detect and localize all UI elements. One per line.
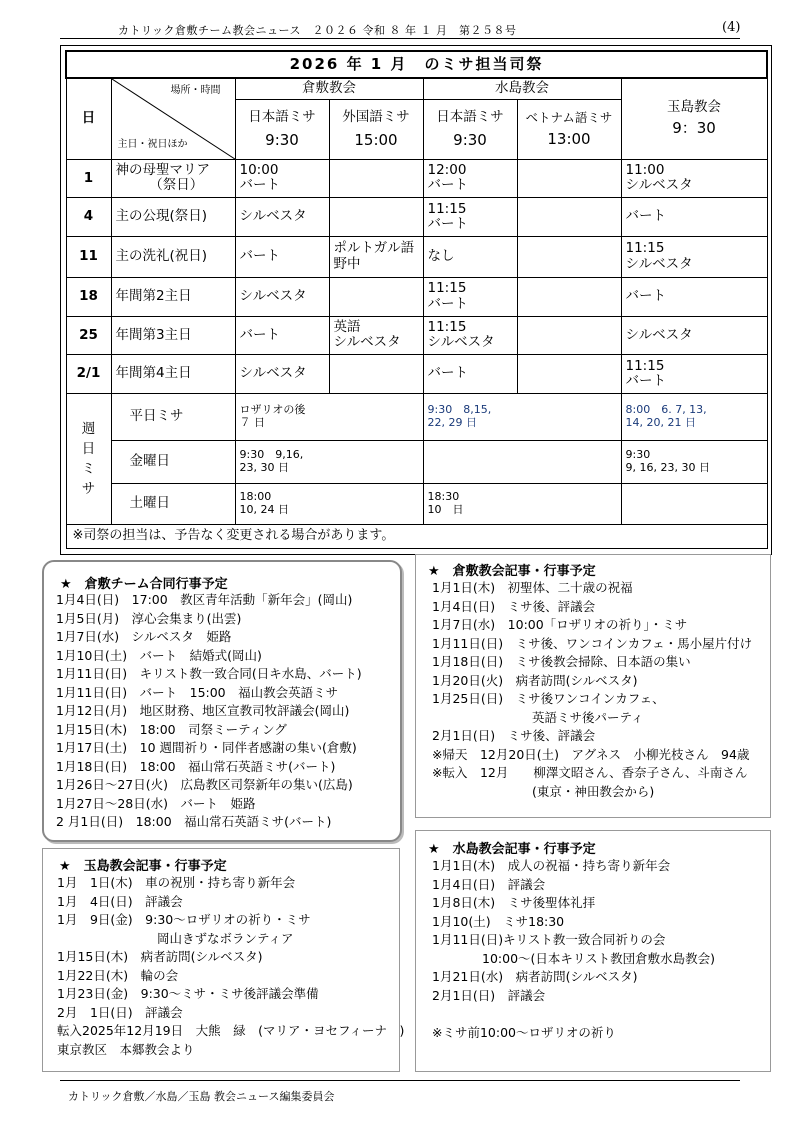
row-tamashima: バート xyxy=(621,277,767,316)
event-item xyxy=(432,1005,715,1024)
page-number: (4) xyxy=(722,20,741,35)
mizushima-events-title: ★ 水島教会記事・行事予定 xyxy=(428,842,596,857)
mass-kurashiki-foreign xyxy=(329,100,423,159)
head-feast: 主日・祝日ほか xyxy=(117,139,188,151)
event-item: 1月1日(木) 成人の祝福・持ち寄り新年会 xyxy=(432,858,671,873)
event-item: 1月11日(日)キリスト教一致合同祈りの会 xyxy=(432,932,666,947)
event-item: 1月23日(金) 9:30～ミサ・ミサ後評議会準備 xyxy=(57,986,319,1001)
mass-time: 15:00 xyxy=(354,130,398,149)
row-kurashiki-foreign xyxy=(329,355,423,394)
weekday-row xyxy=(66,440,767,483)
event-item: 1月26日～27日(火) 広島教区司祭新年の集い(広島) xyxy=(56,777,353,792)
mizushima-events-box xyxy=(415,830,771,1072)
row-mizushima-jp: 11:15 バート xyxy=(423,198,517,237)
row-kurashiki-foreign: 英語 シルベスタ xyxy=(329,316,423,355)
row-feast: 主の公現(祭日) xyxy=(111,198,235,237)
weekday-label: 平日ミサ xyxy=(111,394,235,441)
event-item: 2月1日(日) ミサ後、評議会 xyxy=(432,728,596,743)
event-item: 1月4日(日) ミサ後、評議会 xyxy=(432,598,596,614)
event-item: 1月17日(土) 10 週間祈り・同伴者感謝の集い(倉敷) xyxy=(56,740,357,755)
weekday-tamashima: 8:00 6. 7, 13, 14, 20, 21 日 xyxy=(621,394,767,441)
event-item: 1月20日(火) 病者訪問(シルベスタ) xyxy=(432,672,638,688)
row-kurashiki-jp: バート xyxy=(235,316,329,355)
row-mizushima-jp: 12:00 バート xyxy=(423,159,517,198)
event-item: 1月7日(水) 10:00「ロザリオの祈り」・ミサ xyxy=(432,617,688,632)
mass-lang: 外国語ミサ xyxy=(342,109,410,126)
footer-rule xyxy=(60,1080,740,1081)
row-tamashima: バート xyxy=(621,198,767,237)
mass-time: 9:30 xyxy=(453,130,487,149)
mass-schedule-table xyxy=(65,50,768,549)
row-tamashima: 11:15 シルベスタ xyxy=(621,237,767,278)
schedule-row xyxy=(66,355,767,394)
row-mizushima-jp: 11:15 バート xyxy=(423,277,517,316)
event-item: 岡山きずなボランティア xyxy=(57,930,294,946)
event-item: 10:00～(日本キリスト教団倉敷水島教会) xyxy=(432,950,716,966)
event-item: 1月25日(日) ミサ後ワンコインカフェ、 xyxy=(432,691,665,706)
event-item: 1月8日(木) ミサ後聖体礼拝 xyxy=(432,895,596,910)
row-mizushima-jp: バート xyxy=(423,355,517,394)
event-item: ※転入 12月 柳澤文昭さん、香奈子さん、斗南さん xyxy=(432,765,748,780)
event-item: 1月5日(月) 淳心会集まり(出雲) xyxy=(56,610,242,626)
kurashiki-events-list xyxy=(432,579,752,801)
event-item: 1月15日(木) 18:00 司祭ミーティング xyxy=(56,721,287,737)
schedule-row xyxy=(66,198,767,237)
event-item: 1月4日(日) 17:00 教区青年活動「新年会」(岡山) xyxy=(56,592,353,607)
event-item: 1月27日～28日(水) バート 姫路 xyxy=(56,795,256,811)
row-feast: 神の母聖マリア （祭日） xyxy=(111,159,235,198)
row-day: 11 xyxy=(66,237,111,278)
weekday-kurashiki: 18:00 10, 24 日 xyxy=(235,483,423,524)
row-feast: 主の洗礼(祝日) xyxy=(111,237,235,278)
row-mizushima-jp: なし xyxy=(423,237,517,278)
row-kurashiki-foreign xyxy=(329,198,423,237)
row-mizushima-vn xyxy=(517,237,621,278)
tamashima-name: 玉島教会 xyxy=(667,99,722,116)
event-item: 1月15日(木) 病者訪問(シルベスタ) xyxy=(57,949,263,964)
schedule-row xyxy=(66,159,767,198)
weekday-kurashiki: 9:30 9,16, 23, 30 日 xyxy=(235,440,423,483)
event-item: (東京・神田教会から) xyxy=(432,783,655,799)
event-item: 1月7日(水) シルベスタ 姫路 xyxy=(56,629,232,644)
event-item: 2月 1日(日) 評議会 xyxy=(57,1004,183,1020)
church-kurashiki: 倉敷教会 xyxy=(235,78,423,100)
row-kurashiki-jp: シルベスタ xyxy=(235,277,329,316)
event-item: ※ミサ前10:00～ロザリオの祈り xyxy=(432,1024,616,1040)
row-feast: 年間第4主日 xyxy=(111,355,235,394)
event-item: 転入2025年12月19日 大熊 緑 (マリア・ヨセフィーナ ) xyxy=(57,1023,405,1038)
weekday-row xyxy=(66,483,767,524)
mizushima-events-list xyxy=(432,857,715,1042)
tamashima-events-title: ★ 玉島教会記事・行事予定 xyxy=(59,859,227,874)
row-kurashiki-jp: バート xyxy=(235,237,329,278)
weekday-label: 金曜日 xyxy=(111,440,235,483)
head-place-time: 場所・時間 xyxy=(170,84,221,96)
tamashima-events-list xyxy=(57,874,404,1059)
row-day: 1 xyxy=(66,159,111,198)
mass-mizushima-vn xyxy=(517,100,621,159)
row-mizushima-vn xyxy=(517,316,621,355)
mass-time: 9:30 xyxy=(265,130,299,149)
weekday-mizushima: 9:30 8,15, 22, 29 日 xyxy=(423,394,621,441)
event-item: 1月11日(日) バート 15:00 福山教会英語ミサ xyxy=(56,684,339,700)
row-mizushima-vn xyxy=(517,277,621,316)
mass-time: 13:00 xyxy=(547,130,591,149)
event-item: 2月1日(日) 評議会 xyxy=(432,987,546,1003)
weekday-tamashima: 9:30 9, 16, 23, 30 日 xyxy=(621,440,767,483)
row-feast: 年間第2主日 xyxy=(111,277,235,316)
event-item: 1月12日(月) 地区財務、地区宣教司牧評議会(岡山) xyxy=(56,703,350,718)
event-item: 1月 1日(木) 車の祝別・持ち寄り新年会 xyxy=(57,875,296,890)
event-item: 1月1日(木) 初聖体、二十歳の祝福 xyxy=(432,580,633,595)
row-mizushima-jp: 11:15 シルベスタ xyxy=(423,316,517,355)
row-kurashiki-jp: 10:00 バート xyxy=(235,159,329,198)
head-day: 日 xyxy=(66,78,111,160)
event-item: 2 月1日(日) 18:00 福山常石英語ミサ(バート) xyxy=(56,814,332,829)
row-mizushima-vn xyxy=(517,355,621,394)
mass-lang: 日本語ミサ xyxy=(436,109,504,126)
head-diagonal-cell xyxy=(111,78,235,160)
row-tamashima: 11:15 バート xyxy=(621,355,767,394)
row-day: 18 xyxy=(66,277,111,316)
row-kurashiki-jp: シルベスタ xyxy=(235,355,329,394)
mass-kurashiki-jp xyxy=(235,100,329,159)
event-item: 1月10日(土) バート 結婚式(岡山) xyxy=(56,647,262,663)
row-mizushima-vn xyxy=(517,159,621,198)
row-day: 4 xyxy=(66,198,111,237)
row-tamashima: シルベスタ xyxy=(621,316,767,355)
weekday-kurashiki: ロザリオの後 ７ 日 xyxy=(235,394,423,441)
event-item: 1月 9日(金) 9:30～ロザリオの祈り・ミサ xyxy=(57,912,311,927)
team-events-list xyxy=(56,591,362,832)
row-day: 25 xyxy=(66,316,111,355)
event-item: 1月18日(日) ミサ後教会掃除、日本語の集い xyxy=(432,654,691,669)
row-kurashiki-jp: シルベスタ xyxy=(235,198,329,237)
event-item: 1月18日(日) 18:00 福山常石英語ミサ(バート) xyxy=(56,758,336,774)
church-mizushima: 水島教会 xyxy=(423,78,621,100)
event-item: 1月22日(木) 輪の会 xyxy=(57,967,179,983)
schedule-row xyxy=(66,237,767,278)
weekday-tamashima xyxy=(621,483,767,524)
event-item: 1月10(土) ミサ18:30 xyxy=(432,913,565,929)
row-tamashima: 11:00 シルベスタ xyxy=(621,159,767,198)
tamashima-events-box xyxy=(42,848,405,1072)
kurashiki-events-box xyxy=(415,554,771,818)
mass-lang: ベトナム語ミサ xyxy=(525,109,613,125)
church-tamashima xyxy=(621,78,767,160)
tamashima-time: 9：30 xyxy=(672,118,716,137)
weekday-row xyxy=(66,394,767,441)
mass-mizushima-jp xyxy=(423,100,517,159)
row-feast: 年間第3主日 xyxy=(111,316,235,355)
row-mizushima-vn xyxy=(517,198,621,237)
row-kurashiki-foreign xyxy=(329,277,423,316)
weekday-label: 土曜日 xyxy=(111,483,235,524)
event-item: 1月11日(日) キリスト教一致合同(日キ水島、バート) xyxy=(56,666,362,681)
event-item: 1月21日(水) 病者訪問(シルベスタ) xyxy=(432,969,638,984)
newsletter-header: カトリック倉敷チーム教会ニュース ２０２６ 令和 ８ 年 １ 月 第２５８号 xyxy=(118,24,517,37)
event-item: ※帰天 12月20日(土) アグネス 小柳光枝さん 94歳 xyxy=(432,746,750,762)
event-item: 1月11日(日) ミサ後、ワンコインカフェ・馬小屋片付け xyxy=(432,635,753,651)
schedule-row xyxy=(66,316,767,355)
footer-credit: カトリック倉敷／水島／玉島 教会ニュース編集委員会 xyxy=(68,1090,335,1103)
event-item: 1月 4日(日) 評議会 xyxy=(57,893,183,909)
mass-lang: 日本語ミサ xyxy=(248,109,316,126)
event-item: 東京教区 本郷教会より xyxy=(57,1041,195,1057)
schedule-title: 2026 年 1 月 のミサ担当司祭 xyxy=(66,51,767,78)
row-kurashiki-foreign xyxy=(329,159,423,198)
team-events-box xyxy=(42,560,402,842)
header-rule xyxy=(60,38,740,39)
weekday-mizushima: 18:30 10 日 xyxy=(423,483,621,524)
schedule-note: ※司祭の担当は、予告なく変更される場合があります。 xyxy=(66,524,767,548)
row-day: 2/1 xyxy=(66,355,111,394)
event-item: 1月4日(日) 評議会 xyxy=(432,876,546,892)
row-kurashiki-foreign: ポルトガル語 野中 xyxy=(329,237,423,278)
kurashiki-events-title: ★ 倉敷教会記事・行事予定 xyxy=(428,564,596,579)
schedule-row xyxy=(66,277,767,316)
team-events-title: ★ 倉敷チーム合同行事予定 xyxy=(60,577,228,592)
event-item: 英語ミサ後パーティ xyxy=(432,709,644,725)
weekday-side-label: 週 日 ミ サ xyxy=(66,394,111,524)
weekday-mizushima xyxy=(423,440,621,483)
